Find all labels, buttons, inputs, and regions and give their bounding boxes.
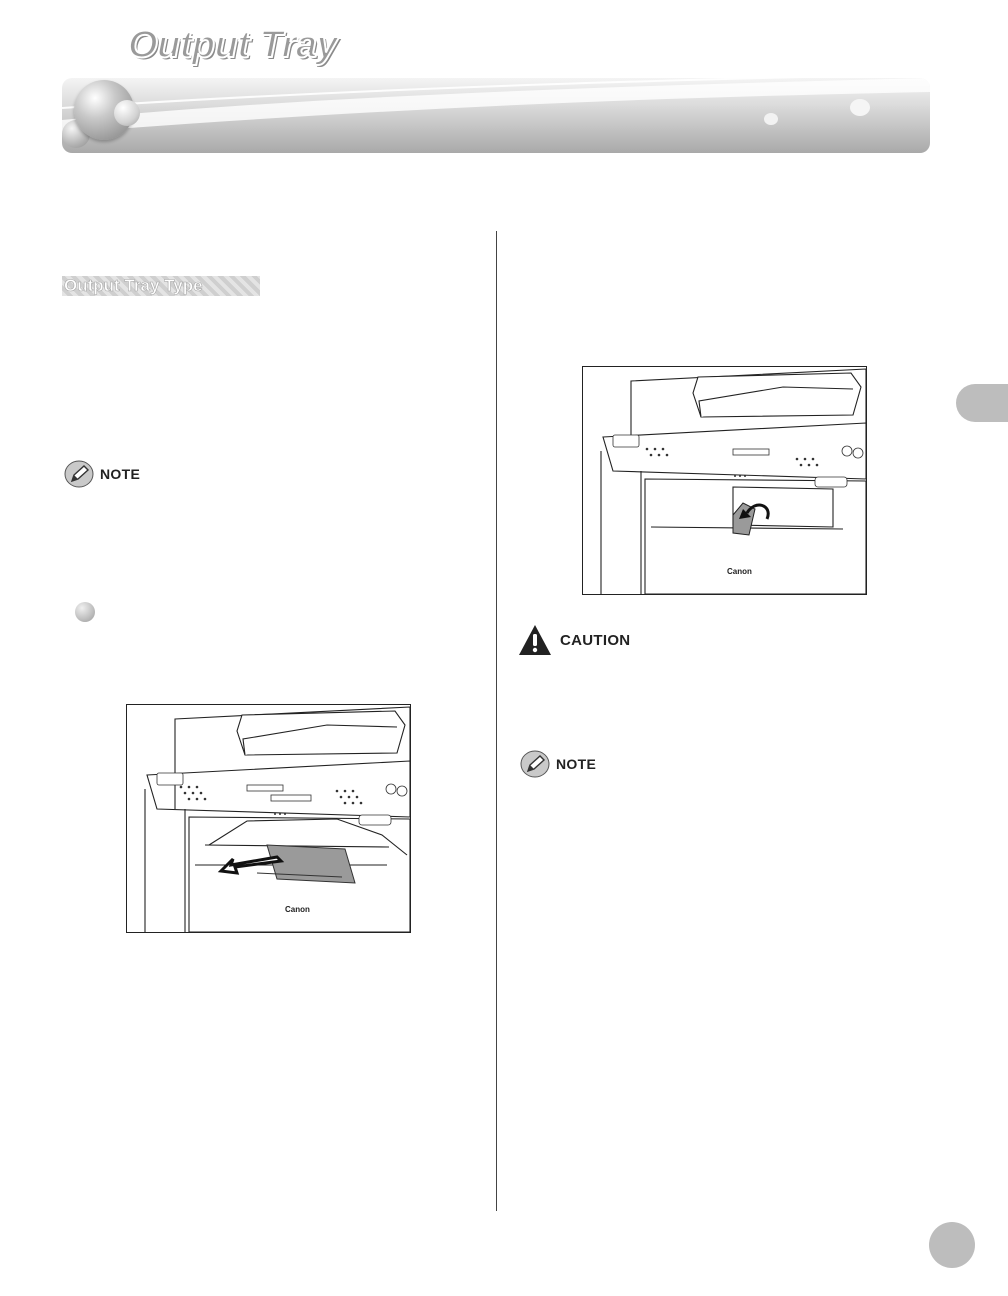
chapter-tab <box>956 384 1008 422</box>
banner-swoosh <box>62 78 930 153</box>
page-number-badge <box>929 1222 975 1268</box>
figure-output-tray-extension <box>582 366 867 595</box>
pencil-icon <box>64 460 94 488</box>
step-bullet-icon <box>75 602 95 622</box>
section-subheading: Output Tray Type <box>62 276 260 296</box>
page-title: Output Tray <box>128 24 338 66</box>
brand-logo: Canon <box>727 567 752 576</box>
caution-callout <box>518 624 630 656</box>
column-divider <box>496 231 497 1211</box>
caution-label: CAUTION <box>560 631 631 649</box>
banner-dot <box>850 99 870 116</box>
banner-dot <box>764 113 778 125</box>
note-label: NOTE <box>556 756 597 772</box>
note-callout <box>520 750 596 778</box>
pencil-icon <box>520 750 550 778</box>
chapter-banner <box>62 78 930 153</box>
note-label: NOTE <box>100 466 141 482</box>
warning-triangle-icon <box>518 624 552 656</box>
note-callout <box>64 460 140 488</box>
figure-output-tray-paper <box>126 704 411 933</box>
brand-logo: Canon <box>285 905 310 914</box>
banner-sphere-mid <box>114 100 140 126</box>
